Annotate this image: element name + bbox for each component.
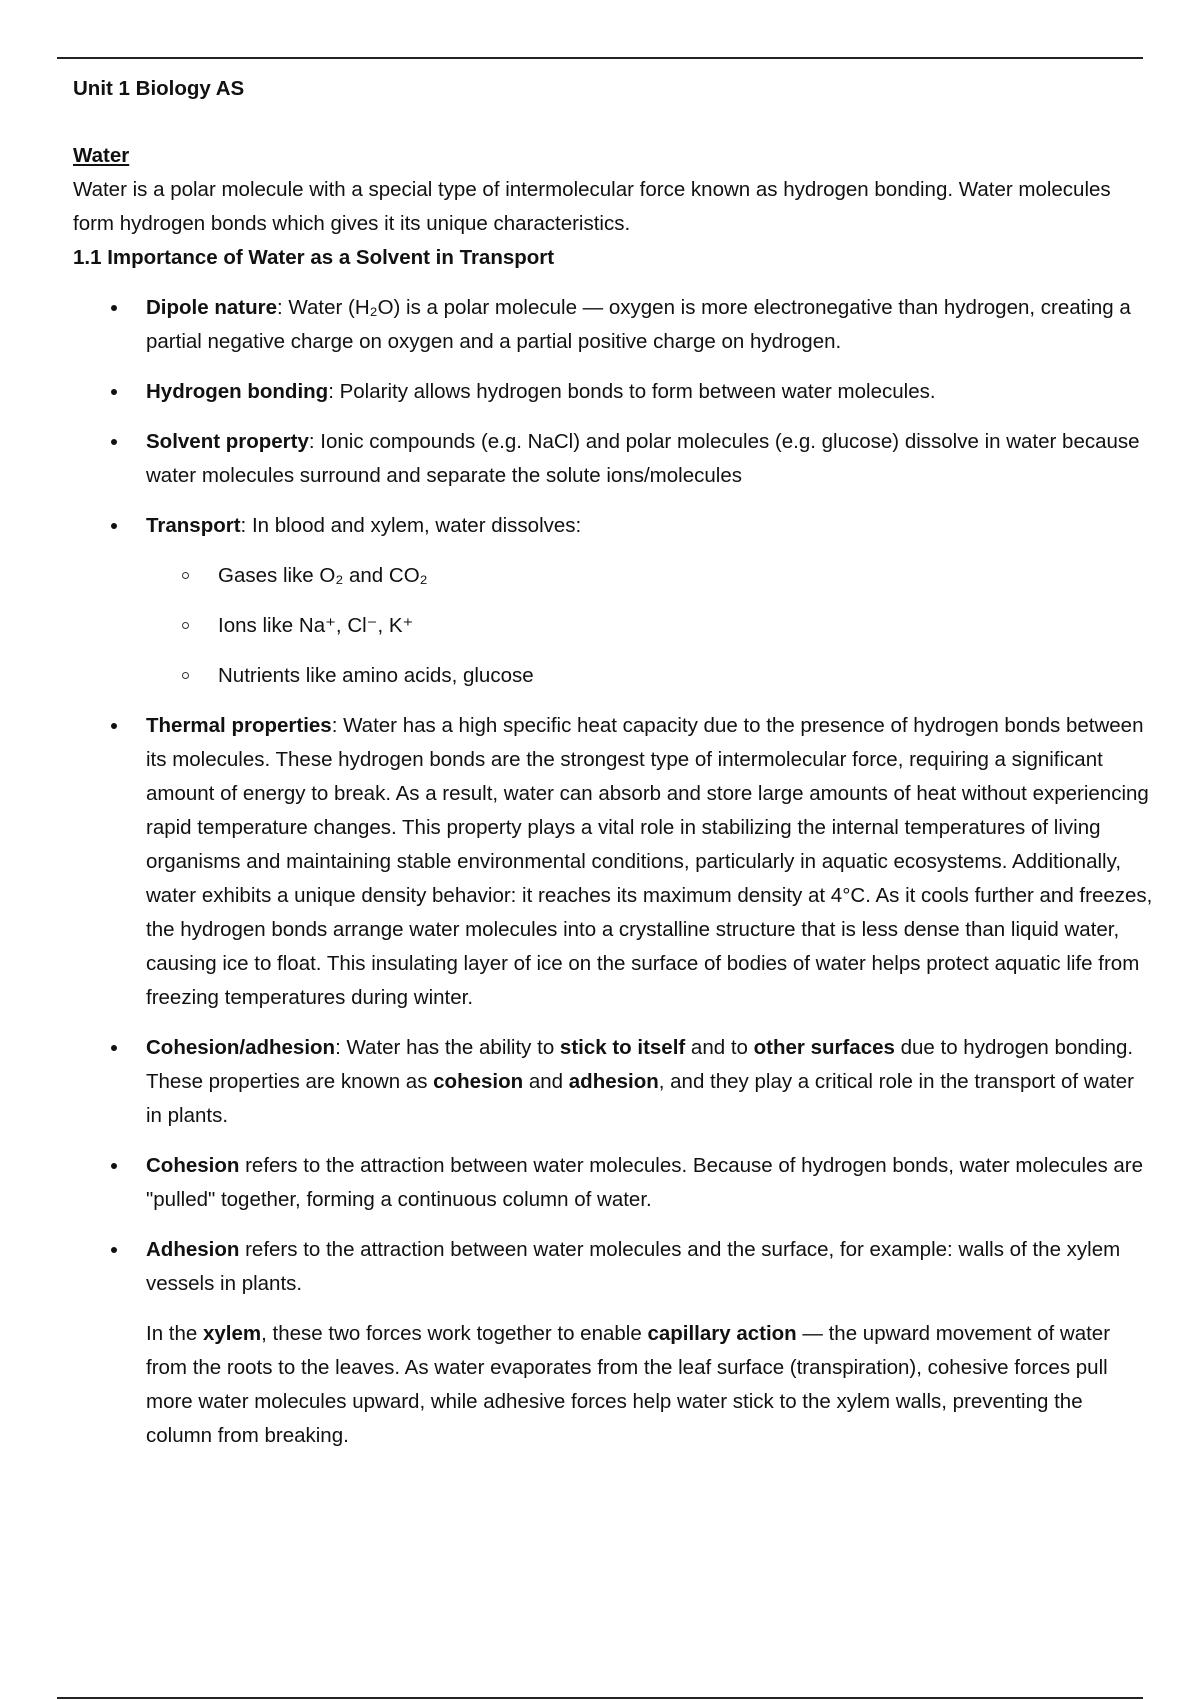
emphasis-capillary-action: capillary action (647, 1322, 797, 1345)
emphasis-cohesion: cohesion (433, 1070, 524, 1093)
document-title: Unit 1 Biology AS (73, 77, 245, 100)
bullet-term: Transport (146, 514, 241, 537)
bullet-list (73, 291, 1153, 1301)
bullet-text: and (523, 1070, 569, 1093)
sublist-item-ions: Ions like Na⁺, Cl⁻, K⁺ (146, 609, 1153, 643)
emphasis-other-surfaces: other surfaces (753, 1036, 895, 1059)
bullet-dipole-nature (73, 291, 1153, 359)
transport-sublist (146, 559, 1153, 693)
bullet-text: refers to the attraction between water molecules. Because of hydrogen bonds, water molecules are "pulled" together, forming a continuous column of water. (146, 1154, 1144, 1211)
bullet-term: Adhesion (146, 1238, 240, 1261)
bullet-text: : Water has a high specific heat capacity due to the presence of hydrogen bonds between its molecules. These hydrogen bonds are the strongest type of intermolecular force, requiring a significant amount of energy to break. As a result, water can absorb and store large amounts of heat without experiencing rapid temperature changes. This property plays a vital role in stabilizing the internal temperatures of living organisms and maintaining stable environmental conditions, particularly in aquatic ecosystems. Additionally, water exhibits a unique density behavior: it reaches its maximum density at 4°C. As it cools further and freezes, the hydrogen bonds arrange water molecules into a crystalline structure that is less dense than liquid water, causing ice to float. This insulating layer of ice on the surface of bodies of water helps protect aquatic life from freezing temperatures during winter. (146, 714, 1153, 1009)
section-heading-water: Water (73, 144, 130, 167)
closing-text: , these two forces work together to enable (261, 1322, 648, 1345)
intro-paragraph: Water is a polar molecule with a special type of intermolecular force known as hydrogen bonding. Water molecules form hydrogen bonds which gives it its unique characteristics. (73, 178, 1111, 235)
bullet-text: due to hydrogen bonding. These properties are known as (146, 1036, 1134, 1093)
footer-rule (57, 1697, 1143, 1699)
bullet-transport (73, 509, 1153, 693)
bullet-adhesion (73, 1233, 1153, 1301)
closing-text: In the (146, 1322, 203, 1345)
bullet-term: Thermal properties (146, 714, 332, 737)
closing-paragraph (73, 1317, 1153, 1453)
bullet-hydrogen-bonding (73, 375, 1153, 409)
bullet-text: refers to the attraction between water molecules and the surface, for example: walls of the xylem vessels in plants. (146, 1238, 1121, 1295)
bullet-term: Dipole nature (146, 296, 277, 319)
emphasis-xylem: xylem (203, 1322, 262, 1345)
bullet-term: Hydrogen bonding (146, 380, 329, 403)
bullet-term: Cohesion (146, 1154, 240, 1177)
bullet-term: Solvent property (146, 430, 309, 453)
bullet-cohesion-adhesion (73, 1031, 1153, 1133)
bullet-thermal-properties (73, 709, 1153, 1015)
bullet-text: : Polarity allows hydrogen bonds to form between water molecules. (328, 380, 936, 403)
sublist-item-gases: Gases like O₂ and CO₂ (146, 559, 1153, 593)
bullet-cohesion (73, 1149, 1153, 1217)
bullet-text: : Ionic compounds (e.g. NaCl) and polar molecules (e.g. glucose) dissolve in water because water molecules surround and separate the solute ions/molecules (146, 430, 1140, 487)
bullet-text: : In blood and xylem, water dissolves: (240, 514, 582, 537)
bullet-term: Cohesion/adhesion (146, 1036, 336, 1059)
document-body (73, 72, 1153, 1453)
header-rule (57, 57, 1143, 59)
subheading-solvent-transport: 1.1 Importance of Water as a Solvent in Transport (73, 246, 555, 269)
emphasis-adhesion: adhesion (568, 1070, 659, 1093)
bullet-text: , and they play a critical role in the transport of water in plants. (146, 1070, 1134, 1127)
bullet-text: and to (685, 1036, 754, 1059)
sublist-item-nutrients: Nutrients like amino acids, glucose (146, 659, 1153, 693)
bullet-text: : Water (H₂O) is a polar molecule — oxygen is more electronegative than hydrogen, creating a partial negative charge on oxygen and a partial positive charge on hydrogen. (146, 296, 1131, 353)
emphasis-stick-to-itself: stick to itself (559, 1036, 686, 1059)
bullet-solvent-property (73, 425, 1153, 493)
closing-text: — the upward movement of water from the roots to the leaves. As water evaporates from the leaf surface (transpiration), cohesive forces pull more water molecules upward, while adhesive forces help water stick to the xylem walls, preventing the column from breaking. (146, 1322, 1111, 1447)
bullet-text: : Water has the ability to (335, 1036, 560, 1059)
